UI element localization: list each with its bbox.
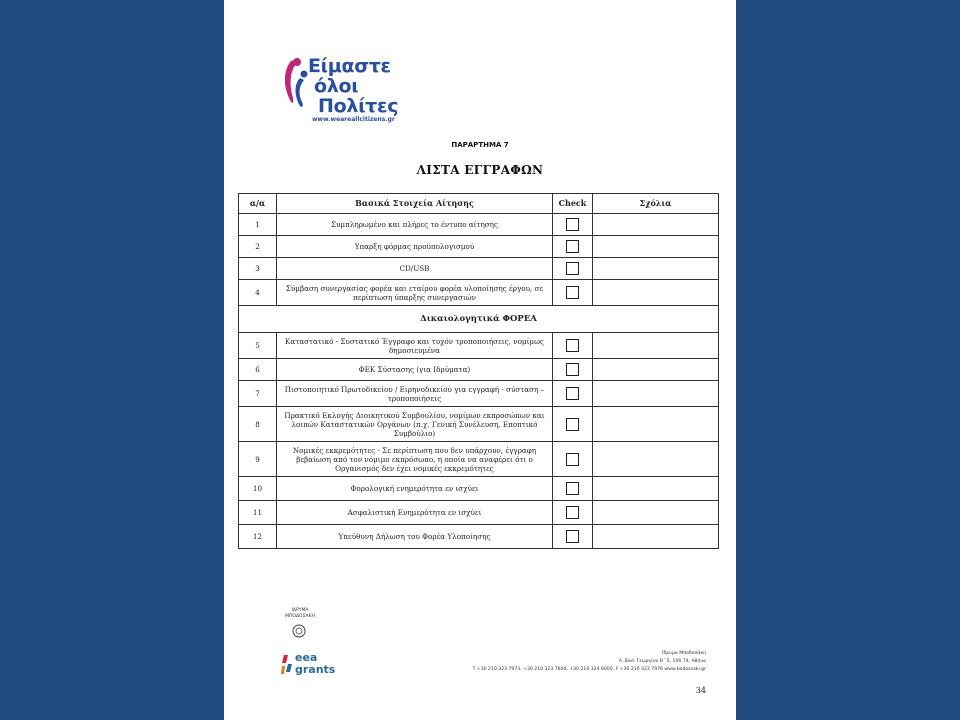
row-description: Συμπληρωμένο και πλήρες το έντυπο αίτησης bbox=[277, 214, 553, 236]
row-check-cell bbox=[553, 280, 593, 306]
logo-text-line2: όλοι bbox=[314, 75, 359, 97]
row-number: 5 bbox=[239, 333, 277, 359]
row-number: 1 bbox=[239, 214, 277, 236]
row-notes-cell[interactable] bbox=[593, 525, 719, 549]
row-notes-cell[interactable] bbox=[593, 442, 719, 477]
row-check-cell bbox=[553, 525, 593, 549]
row-check-cell bbox=[553, 501, 593, 525]
contact-line3: T +30 210 323 7973, +30 210 323 7604, +30 210 324 6000, F +30 210 323 7976 www.bodossaki.gr bbox=[472, 667, 706, 672]
row-check-cell bbox=[553, 442, 593, 477]
eea-mark-icon bbox=[280, 652, 296, 678]
checkbox[interactable] bbox=[566, 387, 579, 400]
checkbox[interactable] bbox=[566, 262, 579, 275]
logo-text-line1: Είμαστε bbox=[308, 55, 391, 77]
contact-line1: Ίδρυμα Μποδοσάκη bbox=[661, 651, 706, 656]
table-row bbox=[239, 359, 719, 381]
row-notes-cell[interactable] bbox=[593, 280, 719, 306]
grants-text: grants bbox=[295, 663, 336, 676]
citizens-logo bbox=[280, 50, 410, 125]
row-number: 2 bbox=[239, 236, 277, 258]
section-title: Δικαιολογητικά ΦΟΡΕΑ bbox=[239, 306, 719, 333]
table-row bbox=[239, 525, 719, 549]
table-header-row bbox=[239, 194, 719, 214]
row-notes-cell[interactable] bbox=[593, 333, 719, 359]
table-row bbox=[239, 501, 719, 525]
table-row bbox=[239, 333, 719, 359]
table-row bbox=[239, 407, 719, 442]
header-num: α/α bbox=[239, 194, 277, 214]
table-row bbox=[239, 477, 719, 501]
checkbox[interactable] bbox=[566, 240, 579, 253]
row-description: Φορολογική ενημερότητα εν ισχύει bbox=[277, 477, 553, 501]
row-notes-cell[interactable] bbox=[593, 258, 719, 280]
table-row bbox=[239, 236, 719, 258]
row-check-cell bbox=[553, 381, 593, 407]
row-notes-cell[interactable] bbox=[593, 214, 719, 236]
table-row bbox=[239, 280, 719, 306]
section-row bbox=[239, 306, 719, 333]
contact-info bbox=[394, 650, 706, 674]
document-checklist-table bbox=[238, 193, 719, 549]
row-description: Υπεύθυνη Δήλωση του Φορέα Υλοποίησης bbox=[277, 525, 553, 549]
header-notes: Σχόλια bbox=[593, 194, 719, 214]
checkbox[interactable] bbox=[566, 363, 579, 376]
row-notes-cell[interactable] bbox=[593, 236, 719, 258]
eea-grants-logo bbox=[280, 650, 340, 682]
row-number: 9 bbox=[239, 442, 277, 477]
row-number: 7 bbox=[239, 381, 277, 407]
emblem-text-line2: ΜΠΟΔΟΣΑΚΗ bbox=[285, 614, 315, 619]
checkbox[interactable] bbox=[566, 482, 579, 495]
checkbox[interactable] bbox=[566, 218, 579, 231]
row-notes-cell[interactable] bbox=[593, 381, 719, 407]
row-description: ΦΕΚ Σύστασης (για Ιδρύματα) bbox=[277, 359, 553, 381]
row-number: 10 bbox=[239, 477, 277, 501]
row-notes-cell[interactable] bbox=[593, 501, 719, 525]
header-check: Check bbox=[553, 194, 593, 214]
row-check-cell bbox=[553, 359, 593, 381]
logo-url: www.weareallcitizens.gr bbox=[312, 116, 395, 123]
checkbox[interactable] bbox=[566, 506, 579, 519]
annex-label: ΠΑΡΑΡΤΗΜΑ 7 bbox=[451, 141, 509, 149]
checkbox[interactable] bbox=[566, 339, 579, 352]
checkbox[interactable] bbox=[566, 530, 579, 543]
table-row bbox=[239, 214, 719, 236]
checkbox[interactable] bbox=[566, 453, 579, 466]
logo-text-line3: Πολίτες bbox=[318, 95, 399, 117]
organization-rows bbox=[239, 333, 719, 549]
section-row-group bbox=[239, 306, 719, 333]
row-description: Ασφαλιστική Ενημερότητα εν ισχύει bbox=[277, 501, 553, 525]
row-check-cell bbox=[553, 477, 593, 501]
row-description: Σύμβαση συνεργασίας φορέα και εταίρου φορέα υλοποίησης έργου, σε περίπτωση ύπαρξης συνεργασιών bbox=[277, 280, 553, 306]
row-number: 11 bbox=[239, 501, 277, 525]
row-notes-cell[interactable] bbox=[593, 359, 719, 381]
row-number: 6 bbox=[239, 359, 277, 381]
row-description: Καταστατικό - Συστατικό Έγγραφο και τυχόν τροποποιήσεις, νομίμως δημοσιευμένα bbox=[277, 333, 553, 359]
eea-text: eea bbox=[295, 651, 318, 664]
basic-rows bbox=[239, 214, 719, 306]
row-number: 4 bbox=[239, 280, 277, 306]
checkbox[interactable] bbox=[566, 286, 579, 299]
row-check-cell bbox=[553, 214, 593, 236]
page-number: 34 bbox=[695, 686, 706, 695]
table-row bbox=[239, 381, 719, 407]
row-check-cell bbox=[553, 407, 593, 442]
row-number: 12 bbox=[239, 525, 277, 549]
header-desc: Βασικά Στοιχεία Αίτησης bbox=[277, 194, 553, 214]
seal-icon bbox=[292, 624, 306, 638]
table-row bbox=[239, 442, 719, 477]
table-row bbox=[239, 258, 719, 280]
row-description: Νομικές εκκρεμότητες - Σε περίπτωση που δεν υπάρχουν, έγγραφη βεβαίωση από τον νόμιμο εκπρόσωπο, η οποία να αναφέρει ότι ο Οργανισμός δεν έχει νομικές εκκρεμότητες bbox=[277, 442, 553, 477]
document-title: ΛΙΣΤΑ ΕΓΓΡΑΦΩΝ bbox=[416, 163, 544, 177]
row-description: Πιστοποιητικό Πρωτοδικείου / Ειρηνοδικείου για εγγραφή - σύσταση – τροποποιήσεις bbox=[277, 381, 553, 407]
row-number: 8 bbox=[239, 407, 277, 442]
row-check-cell bbox=[553, 236, 593, 258]
emblem-text-line1: ΙΔΡΥΜΑ bbox=[291, 608, 309, 613]
row-check-cell bbox=[553, 258, 593, 280]
row-description: Υπαρξη φόρμας προϋπολογισμού bbox=[277, 236, 553, 258]
row-notes-cell[interactable] bbox=[593, 477, 719, 501]
row-description: CD/USB bbox=[277, 258, 553, 280]
document-page bbox=[224, 0, 736, 720]
row-number: 3 bbox=[239, 258, 277, 280]
row-notes-cell[interactable] bbox=[593, 407, 719, 442]
checkbox[interactable] bbox=[566, 418, 579, 431]
row-description: Πρακτικό Εκλογής Διοικητικού Συμβουλίου, νομίμων εκπροσώπων και λοιπών Καταστατικών Οργάνων (π.χ. Γενική Συνέλευση, Εποπτικό Συμβούλιο) bbox=[277, 407, 553, 442]
contact-line2: Λ. Βασ. Γεωργίου Β΄ 5, 106 74, Αθήνα bbox=[618, 659, 706, 664]
row-check-cell bbox=[553, 333, 593, 359]
